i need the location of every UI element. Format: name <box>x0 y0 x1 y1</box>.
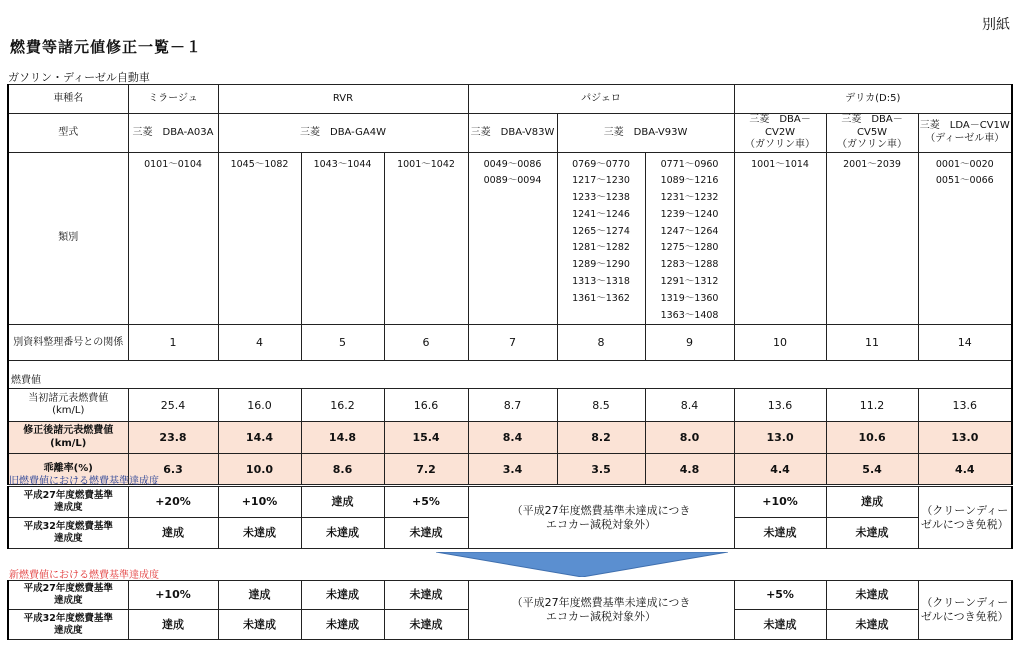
ref-number-cell: 11 <box>826 325 918 361</box>
model-cell: 三菱 DBA－CV5W （ガソリン車） <box>826 114 918 153</box>
old-achievement-section-label: 旧燃費値における燃費基準達成度 <box>9 476 159 487</box>
category-header: 類別 <box>8 152 128 325</box>
category-cell: 1043～1044 <box>301 152 384 325</box>
category-cell: 0101～0104 <box>128 152 218 325</box>
h27-label: 平成27年度燃費基準 達成度 <box>8 581 128 610</box>
divergence-value: 4.4 <box>918 454 1012 485</box>
pajero-note: （平成27年度燃費基準未達成につき エコカー減税対象外） <box>468 487 734 549</box>
revised-value: 13.0 <box>734 422 826 454</box>
revised-value: 13.0 <box>918 422 1012 454</box>
new-h32-value: 未達成 <box>826 610 918 640</box>
old-h27-value: +5% <box>384 487 468 518</box>
vehicle-name-header: 車種名 <box>8 85 128 114</box>
old-h27-value: 達成 <box>301 487 384 518</box>
new-h32-value: 未達成 <box>384 610 468 640</box>
divergence-value: 6.3 <box>128 454 218 485</box>
divergence-value: 5.4 <box>826 454 918 485</box>
old-h32-value: 達成 <box>128 518 218 549</box>
old-h32-value: 未達成 <box>384 518 468 549</box>
down-arrow-icon <box>436 552 728 577</box>
revised-fuel-label: 修正後諸元表燃費値 (km/L) <box>8 422 128 454</box>
revised-value: 14.8 <box>301 422 384 454</box>
ref-number-cell: 1 <box>128 325 218 361</box>
new-h27-value: +5% <box>734 581 826 610</box>
initial-value: 25.4 <box>128 389 218 422</box>
category-cell: 1001～1042 <box>384 152 468 325</box>
initial-fuel-label: 当初諸元表燃費値 (km/L) <box>8 389 128 422</box>
divergence-value: 8.6 <box>301 454 384 485</box>
ref-number-header: 別資料整理番号との関係 <box>8 325 128 361</box>
ref-number-cell: 10 <box>734 325 826 361</box>
category-cell: 0049～0086 0089～0094 <box>468 152 557 325</box>
divergence-value: 4.4 <box>734 454 826 485</box>
initial-value: 8.5 <box>557 389 645 422</box>
ref-number-cell: 5 <box>301 325 384 361</box>
vehicle-name-pajero: パジェロ <box>468 85 734 114</box>
new-h27-value: 達成 <box>218 581 301 610</box>
new-h32-value: 未達成 <box>301 610 384 640</box>
category-cell: 2001～2039 <box>826 152 918 325</box>
new-h32-value: 達成 <box>128 610 218 640</box>
new-achievement-table <box>7 580 1013 640</box>
model-cell: 三菱 DBA－CV2W （ガソリン車） <box>734 114 826 153</box>
h27-label: 平成27年度燃費基準 達成度 <box>8 487 128 518</box>
revised-value: 10.6 <box>826 422 918 454</box>
subtitle: ガソリン・ディーゼル自動車 <box>8 71 150 84</box>
revised-value: 8.4 <box>468 422 557 454</box>
spec-table <box>7 84 1013 485</box>
category-cell: 0001～0020 0051～0066 <box>918 152 1012 325</box>
model-cell: 三菱 DBA-A03A <box>128 114 218 153</box>
revised-value: 23.8 <box>128 422 218 454</box>
old-achievement-table <box>7 486 1013 549</box>
model-cell: 三菱 LDA－CV1W （ディーゼル車） <box>918 114 1012 153</box>
revised-value: 8.0 <box>645 422 734 454</box>
divergence-value: 7.2 <box>384 454 468 485</box>
revised-value: 8.2 <box>557 422 645 454</box>
old-h27-value: +10% <box>218 487 301 518</box>
ref-number-cell: 6 <box>384 325 468 361</box>
divergence-value: 3.4 <box>468 454 557 485</box>
initial-value: 8.4 <box>645 389 734 422</box>
divergence-value: 10.0 <box>218 454 301 485</box>
category-cell: 1001～1014 <box>734 152 826 325</box>
model-header: 型式 <box>8 114 128 153</box>
ref-number-cell: 4 <box>218 325 301 361</box>
new-h32-value: 未達成 <box>218 610 301 640</box>
initial-value: 8.7 <box>468 389 557 422</box>
divergence-label: 乖離率(%) <box>8 454 128 485</box>
page-title: 燃費等諸元値修正一覧－１ <box>10 38 203 56</box>
initial-value: 13.6 <box>918 389 1012 422</box>
model-cell: 三菱 DBA-V93W <box>557 114 734 153</box>
fuel-section-label: 燃費値 <box>8 361 1012 389</box>
old-h32-value: 未達成 <box>301 518 384 549</box>
old-h27-value: +20% <box>128 487 218 518</box>
old-h32-value: 未達成 <box>218 518 301 549</box>
initial-value: 16.2 <box>301 389 384 422</box>
category-cell: 1045～1082 <box>218 152 301 325</box>
new-achievement-section-label: 新燃費値における燃費基準達成度 <box>9 570 159 581</box>
category-cell: 0771～0960 1089～1216 1231～1232 1239～1240 1247～1264 1275～1280 1283～1288 1291～1312 1319～1360 1363～1408 <box>645 152 734 325</box>
new-h27-value: 未達成 <box>301 581 384 610</box>
ref-number-cell: 14 <box>918 325 1012 361</box>
ref-number-cell: 9 <box>645 325 734 361</box>
ref-number-cell: 7 <box>468 325 557 361</box>
attachment-label: 別紙 <box>982 17 1010 33</box>
diesel-note: （クリーンディー ゼルにつき免税） <box>918 581 1012 640</box>
h32-label: 平成32年度燃費基準 達成度 <box>8 518 128 549</box>
new-h32-value: 未達成 <box>734 610 826 640</box>
new-h27-value: 未達成 <box>826 581 918 610</box>
initial-value: 16.0 <box>218 389 301 422</box>
old-h32-value: 未達成 <box>826 518 918 549</box>
initial-value: 11.2 <box>826 389 918 422</box>
model-cell: 三菱 DBA-GA4W <box>218 114 468 153</box>
initial-value: 13.6 <box>734 389 826 422</box>
diesel-note: （クリーンディー ゼルにつき免税） <box>918 487 1012 549</box>
divergence-value: 3.5 <box>557 454 645 485</box>
divergence-value: 4.8 <box>645 454 734 485</box>
model-cell: 三菱 DBA-V83W <box>468 114 557 153</box>
pajero-note: （平成27年度燃費基準未達成につき エコカー減税対象外） <box>468 581 734 640</box>
old-h27-value: 達成 <box>826 487 918 518</box>
h32-label: 平成32年度燃費基準 達成度 <box>8 610 128 640</box>
initial-value: 16.6 <box>384 389 468 422</box>
old-h32-value: 未達成 <box>734 518 826 549</box>
category-cell: 0769～0770 1217～1230 1233～1238 1241～1246 1265～1274 1281～1282 1289～1290 1313～1318 1361～1362 <box>557 152 645 325</box>
vehicle-name-rvr: RVR <box>218 85 468 114</box>
new-h27-value: +10% <box>128 581 218 610</box>
revised-value: 14.4 <box>218 422 301 454</box>
ref-number-cell: 8 <box>557 325 645 361</box>
revised-value: 15.4 <box>384 422 468 454</box>
new-h27-value: 未達成 <box>384 581 468 610</box>
old-h27-value: +10% <box>734 487 826 518</box>
vehicle-name-mirage: ミラージュ <box>128 85 218 114</box>
vehicle-name-delica: デリカ(D:5) <box>734 85 1012 114</box>
